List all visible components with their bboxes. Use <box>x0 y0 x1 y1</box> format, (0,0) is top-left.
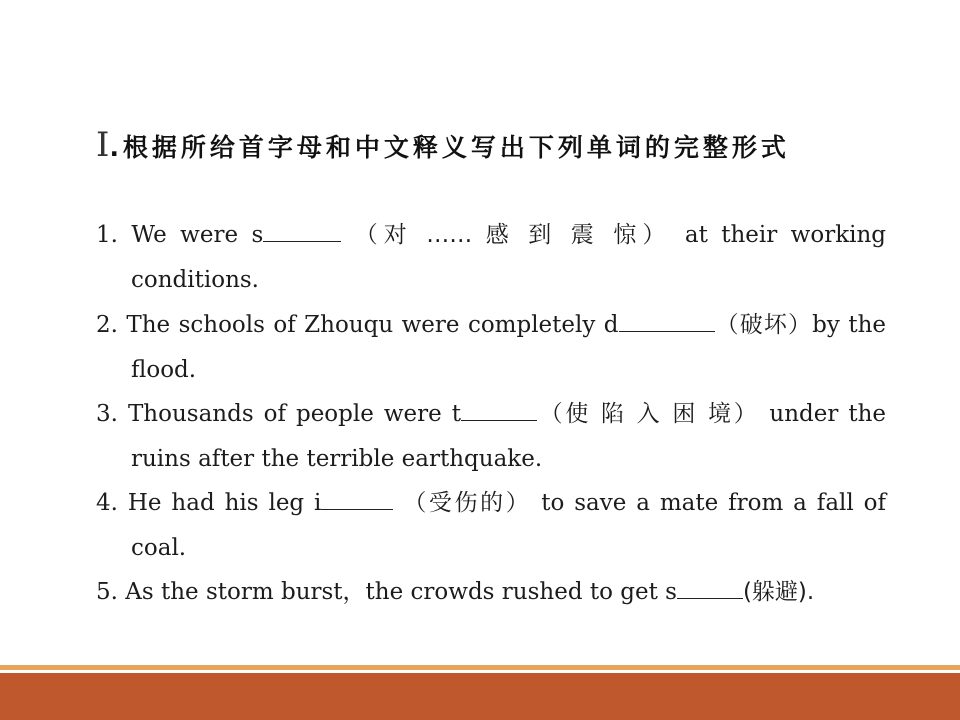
item-number: 4. <box>96 490 118 516</box>
item-text-before: The schools of Zhouqu were completely d <box>126 312 619 338</box>
answer-blank[interactable] <box>263 217 341 242</box>
section-instruction: .根据所给首字母和中文释义写出下列单词的完整形式 <box>109 133 790 162</box>
item-continuation: conditions. <box>131 267 259 293</box>
answer-blank[interactable] <box>677 574 743 599</box>
chinese-hint: (躲避). <box>742 579 815 605</box>
item-line <box>96 570 886 615</box>
exercise-item-4 <box>96 481 886 571</box>
item-line <box>96 481 886 526</box>
item-number: 3. <box>96 401 118 427</box>
item-number: 2. <box>96 312 118 338</box>
answer-blank[interactable] <box>321 485 393 510</box>
section-numeral: Ⅰ <box>96 127 110 164</box>
item-number: 5. <box>96 579 118 605</box>
item-line <box>96 392 886 437</box>
footer-accent-line <box>0 665 960 670</box>
footer-bar <box>0 673 960 720</box>
item-text-before: He had his leg i <box>127 490 322 516</box>
item-continuation: flood. <box>131 357 197 383</box>
exercise-item-3 <box>96 392 886 482</box>
item-line <box>96 213 886 258</box>
item-continuation: ruins after the terrible earthquake. <box>131 446 543 472</box>
chinese-hint: （使 陷 入 困 境） <box>536 401 760 427</box>
item-text-after: at their working <box>684 222 887 248</box>
item-text-before: We were s <box>131 222 264 248</box>
section-heading <box>96 118 888 176</box>
chinese-hint: （破坏） <box>714 312 813 338</box>
item-number: 1. <box>96 222 118 248</box>
item-text-after: to save a mate from a fall of <box>541 490 887 516</box>
item-line <box>96 303 886 348</box>
answer-blank[interactable] <box>619 307 715 332</box>
answer-blank[interactable] <box>461 396 537 421</box>
exercise-item-2 <box>96 303 886 393</box>
item-text-before: As the storm burst，the crowds rushed to get s <box>125 579 677 605</box>
chinese-hint: （受伤的） <box>403 490 532 516</box>
exercise-item-1 <box>96 213 886 303</box>
chinese-hint: （对 …… 感 到 震 惊） <box>354 222 672 248</box>
item-continuation: coal. <box>131 535 187 561</box>
item-text-after: by the <box>812 312 886 338</box>
item-text-after: under the <box>769 401 887 427</box>
exercise-item-5 <box>96 570 886 615</box>
item-text-before: Thousands of people were t <box>127 401 461 427</box>
